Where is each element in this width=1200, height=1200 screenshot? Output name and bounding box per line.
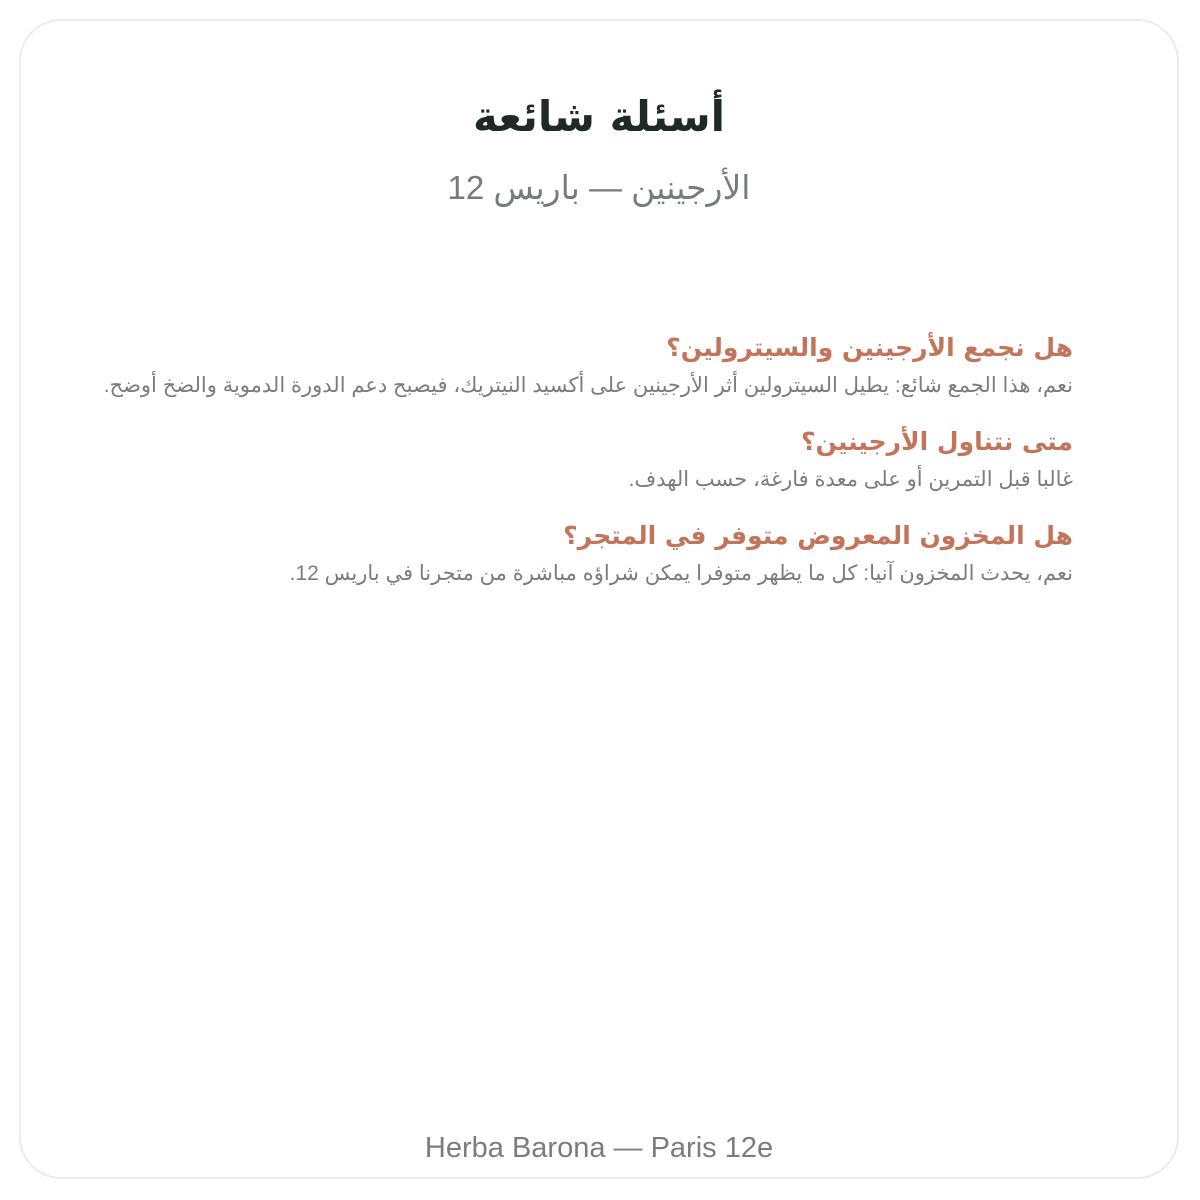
faq-question: هل المخزون المعروض متوفر في المتجر؟ [563, 521, 1073, 550]
faq-item [95, 331, 1073, 403]
faq-list [95, 331, 1073, 613]
faq-answer: نعم، هذا الجمع شائع: يطيل السيترولين أثر الأرجينين على أكسيد النيتريك، فيصبح دعم الدورة الدموية والضخ أوضح. [103, 374, 1073, 397]
faq-answer: نعم، يحدث المخزون آنيا: كل ما يظهر متوفرا يمكن شراؤه مباشرة من متجرنا في باريس 12. [289, 562, 1073, 585]
faq-item [95, 519, 1073, 591]
faq-item [95, 425, 1073, 497]
page-title: أسئلة شائعة [472, 92, 726, 141]
faq-card [19, 19, 1179, 1179]
faq-question: متى نتناول الأرجينين؟ [800, 427, 1073, 456]
footer-brand: Herba Barona — Paris 12e [424, 1132, 774, 1164]
page-subtitle: الأرجينين — باريس 12 [447, 169, 751, 206]
faq-question: هل نجمع الأرجينين والسيترولين؟ [666, 333, 1073, 362]
faq-answer: غالبا قبل التمرين أو على معدة فارغة، حسب الهدف. [628, 468, 1073, 491]
